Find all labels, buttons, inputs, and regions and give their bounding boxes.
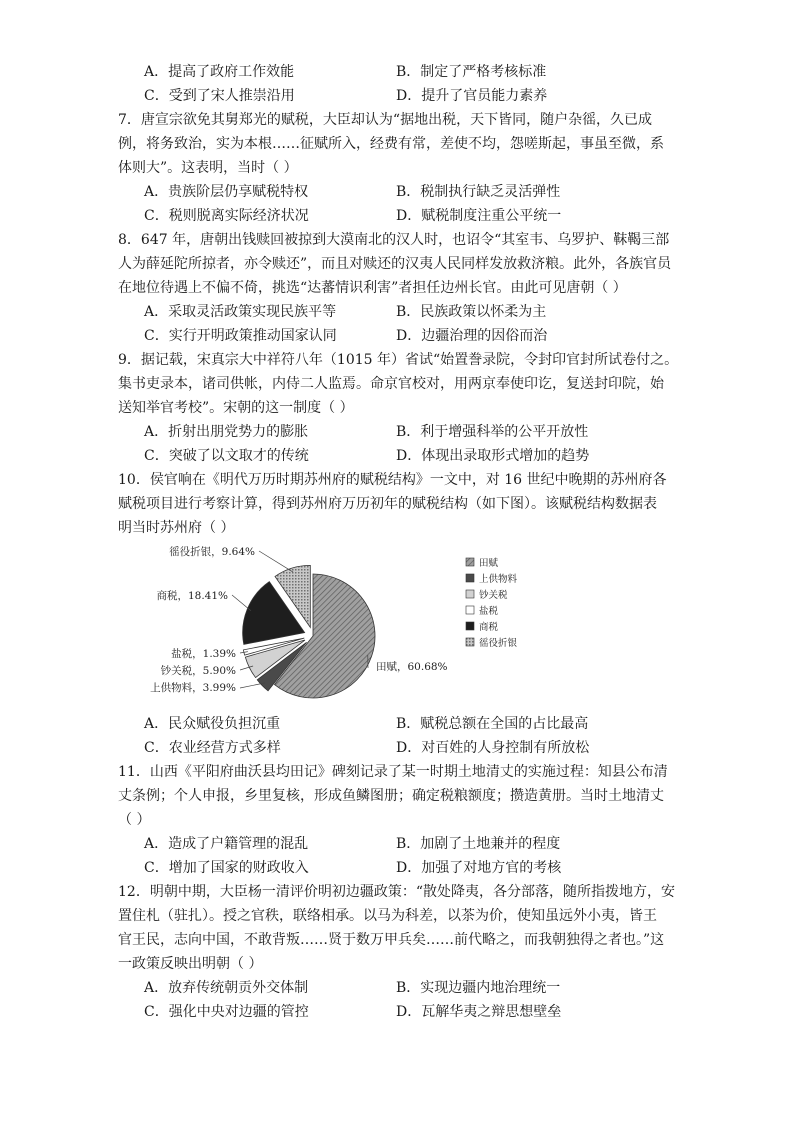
q8-line: 在地位待遇上不偏不倚，挑选“达蕃情识利害”者担任边州长官。由此可见唐朝（ ） — [118, 280, 627, 296]
q12-stem — [118, 880, 678, 976]
pie-label-3: 钞关税，5.90% — [160, 665, 236, 677]
q9-stem — [118, 348, 678, 420]
legend-label-1: 田赋 — [479, 558, 499, 569]
pie-leader-line — [259, 551, 293, 572]
q11-option-c[interactable]: C．增加了国家的财政收入 — [144, 860, 309, 876]
q10-line: 赋税项目进行考察计算，得到苏州府万历初年的赋税结构（如下图）。该赋税结构数据表 — [118, 496, 657, 512]
q9-option-b[interactable]: B．利于增强科举的公平开放性 — [396, 424, 589, 440]
pie-leader-line — [240, 683, 265, 688]
q11-line: 11．山西《平阳府曲沃县均田记》碑刻记录了某一时期土地清丈的实施过程：知县公布清 — [118, 764, 668, 780]
q11-option-a[interactable]: A．造成了户籍管理的混乱 — [144, 836, 309, 852]
q8-stem — [118, 228, 678, 300]
pie-label-6: 徭役折银，9.64% — [169, 546, 255, 558]
q12-option-c[interactable]: C．强化中央对边疆的管控 — [144, 1004, 309, 1020]
pie-label-2: 上供物料，3.99% — [150, 682, 236, 694]
q7-line: 体则大”。这表明，当时（ ） — [118, 160, 298, 176]
q6-option-c[interactable]: C．受到了宋人推崇沿用 — [144, 88, 295, 104]
q7-line: 7．唐宣宗欲免其舅郑光的赋税，大臣却认为“据地出税，天下皆同，随户杂徭，久已成 — [118, 112, 653, 128]
q9-option-a[interactable]: A．折射出朋党势力的膨胀 — [144, 424, 309, 440]
q7-options — [118, 180, 678, 228]
exam-page — [118, 60, 678, 1024]
q11-option-d[interactable]: D．加强了对地方官的考核 — [396, 860, 562, 876]
legend-label-3: 钞关税 — [479, 590, 508, 601]
q11-option-b[interactable]: B．加剧了土地兼并的程度 — [396, 836, 561, 852]
q9-options — [118, 420, 678, 468]
q7-option-d[interactable]: D．赋税制度注重公平统一 — [396, 208, 562, 224]
legend-swatch-2 — [466, 574, 474, 582]
q8-option-b[interactable]: B．民族政策以怀柔为主 — [396, 304, 547, 320]
legend-swatch-1 — [466, 558, 474, 566]
q8-option-c[interactable]: C．实行开明政策推动国家认同 — [144, 328, 337, 344]
q9-option-c[interactable]: C．突破了以文取才的传统 — [144, 448, 309, 464]
pie-label-4: 盐税，1.39% — [171, 648, 236, 660]
q10-options — [118, 712, 678, 760]
q12-line: 一政策反映出明朝（ ） — [118, 956, 263, 972]
q9-line: 集书吏录本，诸司供帐，内侍二人监焉。命京官校对，用两京奉使印讫，复送封印院，始 — [118, 376, 664, 392]
q10-option-b[interactable]: B．赋税总额在全国的占比最高 — [396, 716, 589, 732]
pie-leader-line — [232, 595, 251, 611]
pie-chart-svg — [118, 542, 678, 710]
legend-swatch-3 — [466, 590, 474, 598]
pie-label-5: 商税，18.41% — [156, 590, 228, 602]
q7-option-c[interactable]: C．税则脱离实际经济状况 — [144, 208, 309, 224]
q6-option-a[interactable]: A．提高了政府工作效能 — [144, 64, 295, 80]
legend-swatch-5 — [466, 622, 474, 630]
q8-option-d[interactable]: D．边疆治理的因俗而治 — [396, 328, 548, 344]
q8-line: 人为薛延陀所掠者，亦令赎还”，而且对赎还的汉夷人民同样发放救济粮。此外，各族官员 — [118, 256, 672, 272]
q9-line: 送知举官考校”。宋朝的这一制度（ ） — [118, 400, 354, 416]
pie-label-1: 田赋，60.68% — [376, 661, 448, 673]
legend-label-5: 商税 — [479, 622, 499, 633]
legend-label-4: 盐税 — [479, 606, 499, 617]
q10-line: 明当时苏州府（ ） — [118, 520, 235, 536]
q10-option-a[interactable]: A．民众赋役负担沉重 — [144, 716, 281, 732]
q12-option-d[interactable]: D．瓦解华夷之辩思想壁垒 — [396, 1004, 562, 1020]
q9-line: 9．据记载，宋真宗大中祥符八年（1015 年）省试“始置誊录院，令封印官封所试卷付之。 — [118, 352, 679, 368]
q7-stem — [118, 108, 678, 180]
q9-option-d[interactable]: D．体现出录取形式增加的趋势 — [396, 448, 590, 464]
legend-label-6: 徭役折银 — [479, 638, 518, 649]
q12-line: 官王民，志向中国，不敢背叛……贤于数万甲兵矣……前代略之，而我朝独得之者也。”这 — [118, 932, 665, 948]
q10-line: 10．侯官响在《明代万历时期苏州府的赋税结构》一文中，对 16 世纪中晚期的苏州府各 — [118, 472, 667, 488]
q8-options — [118, 300, 678, 348]
q7-option-b[interactable]: B．税制执行缺乏灵活弹性 — [396, 184, 561, 200]
tax-structure-chart — [118, 542, 678, 710]
pie-slices — [243, 565, 375, 698]
q12-option-a[interactable]: A．放弃传统朝贡外交体制 — [144, 980, 309, 996]
legend-label-2: 上供物料 — [479, 574, 518, 585]
q10-option-c[interactable]: C．农业经营方式多样 — [144, 740, 281, 756]
q8-option-a[interactable]: A．采取灵活政策实现民族平等 — [144, 304, 337, 320]
q10-option-d[interactable]: D．对百姓的人身控制有所放松 — [396, 740, 590, 756]
pie-legend — [466, 557, 518, 649]
q8-line: 8．647 年，唐朝出钱赎回被掠到大漠南北的汉人时，也诏令“其室韦、乌罗护、靺鞨三部 — [118, 232, 670, 248]
q12-option-b[interactable]: B．实现边疆内地治理统一 — [396, 980, 561, 996]
q12-line: 12．明朝中期，大臣杨一清评价明初边疆政策：“散处降夷，各分部落，随所指拨地方，安 — [118, 884, 675, 900]
legend-swatch-6 — [466, 638, 474, 646]
q10-stem — [118, 468, 678, 540]
q11-line: 丈条例；个人申报，乡里复核，形成鱼鳞图册；确定税粮额度；攒造黄册。当时土地清丈 — [118, 788, 664, 804]
q7-option-a[interactable]: A．贵族阶层仍享赋税特权 — [144, 184, 309, 200]
q12-line: 置住札（驻扎）。授之官秩，联络相承。以马为科差，以茶为价，使知虽远外小夷，皆王 — [118, 908, 657, 924]
q11-options — [118, 832, 678, 880]
q11-line: （ ） — [118, 812, 151, 828]
q6-options — [118, 60, 678, 108]
q11-stem — [118, 760, 678, 832]
q6-option-d[interactable]: D．提升了官员能力素养 — [396, 88, 548, 104]
legend-swatch-4 — [466, 606, 474, 614]
q6-option-b[interactable]: B．制定了严格考核标准 — [396, 64, 547, 80]
q12-options — [118, 976, 678, 1024]
q7-line: 例，将务致治，实为本根……征赋所入，经费有常，差使不均，怨嗟斯起，事虽至微，系 — [118, 136, 664, 152]
